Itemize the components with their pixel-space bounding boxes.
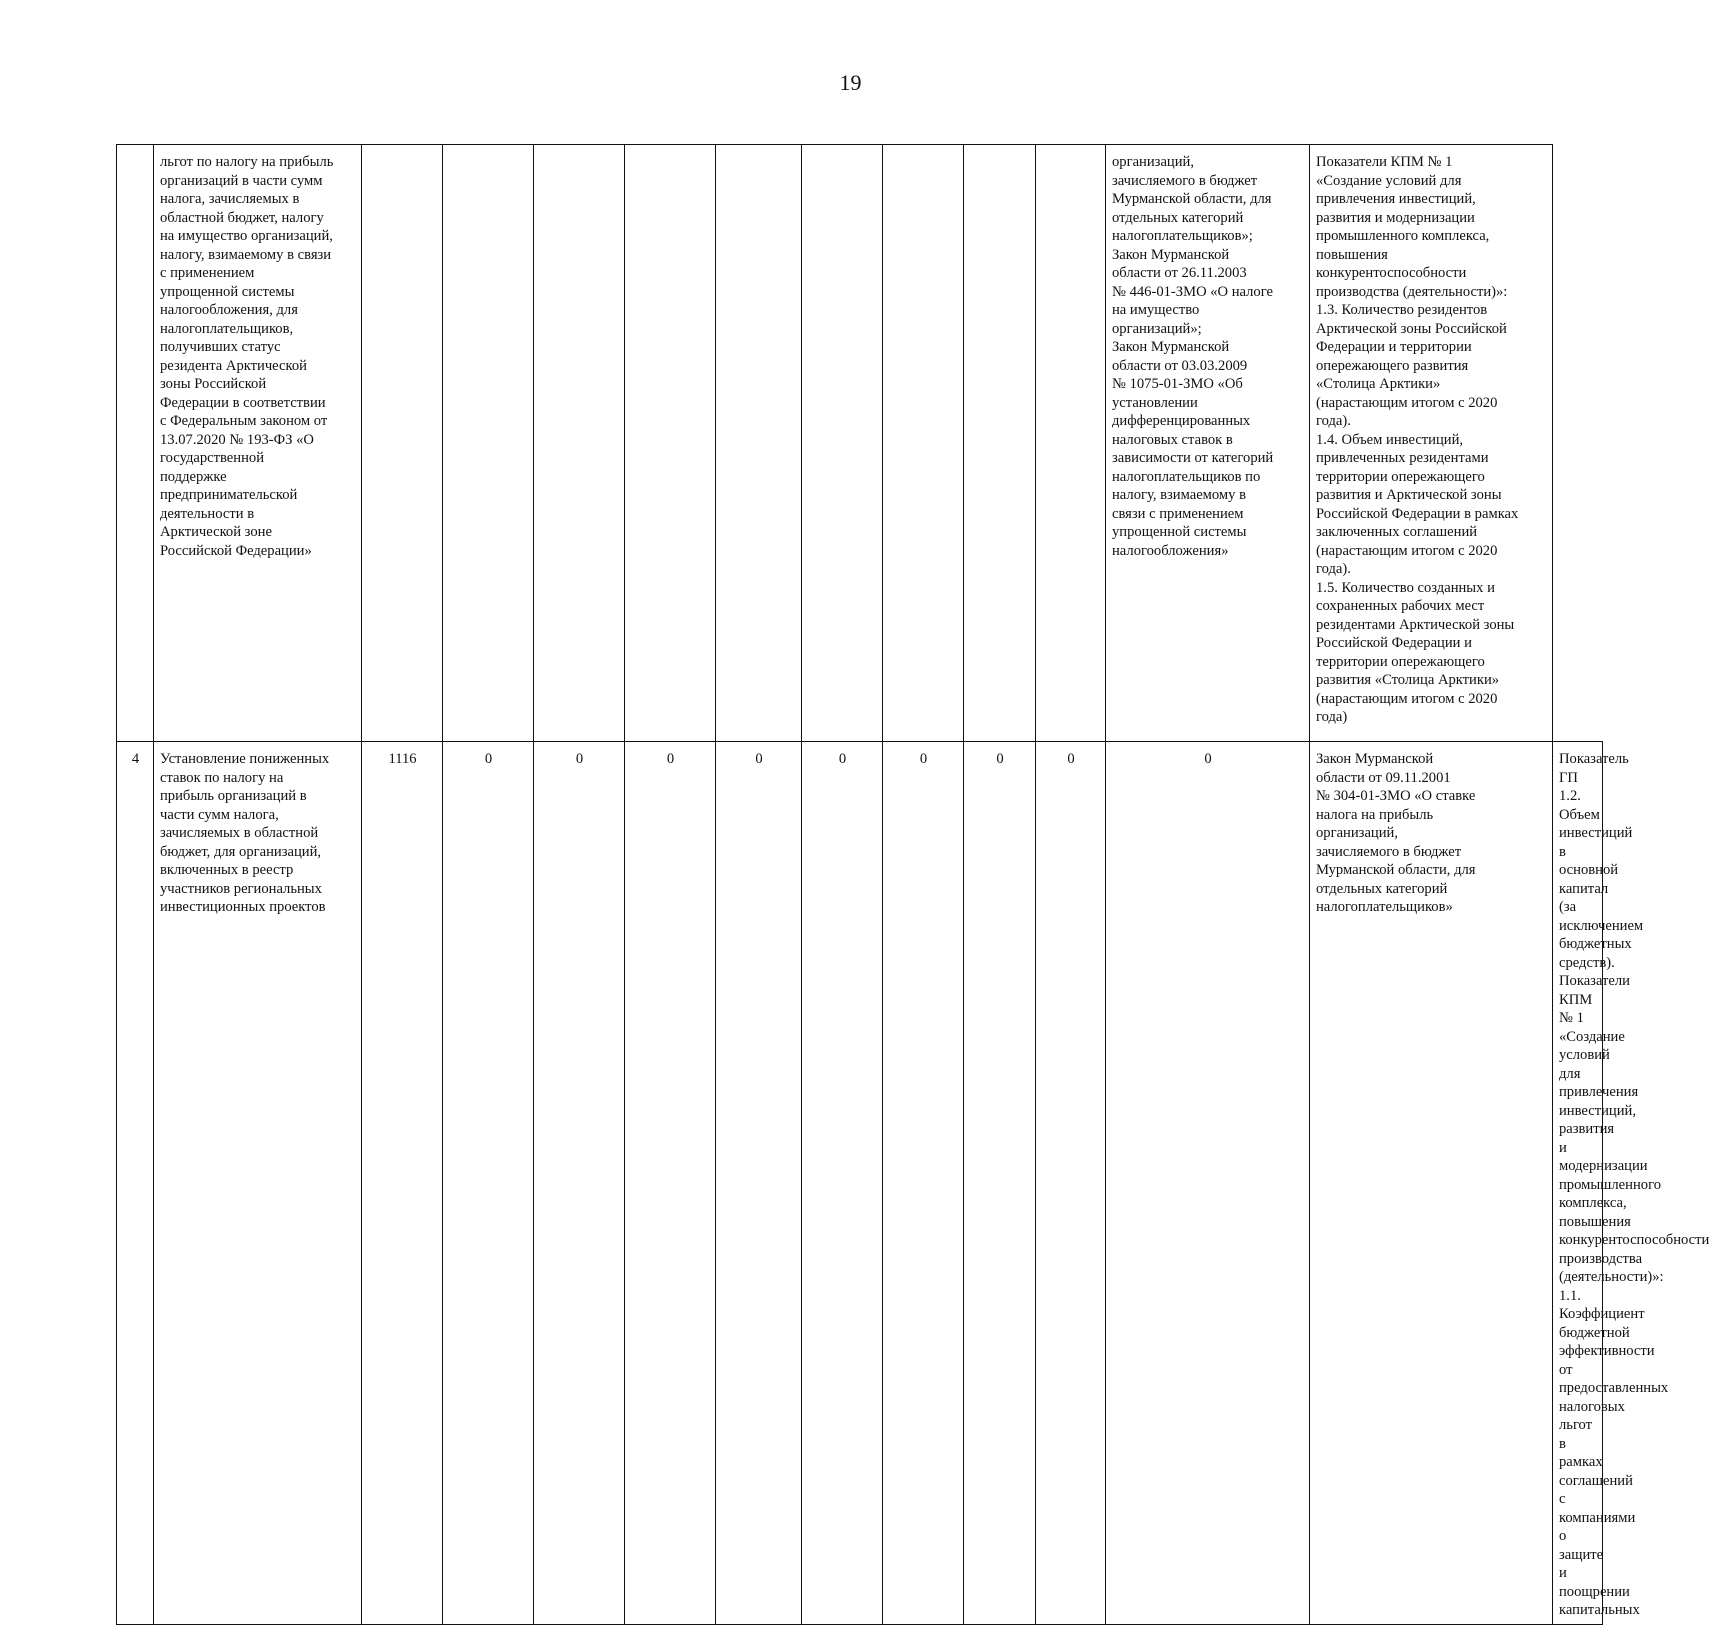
benefit-code-cell	[362, 145, 443, 742]
value-cell	[1036, 145, 1106, 742]
value-cell	[534, 145, 625, 742]
value-cell	[625, 145, 716, 742]
value-cell: 0	[443, 742, 534, 1625]
indicators-cell: Показатели КПМ № 1 «Создание условий для привлечения инвестиций, развития и модернизации промышленного комплекса, повышения конкурентоспособности производства (деятельности)»: 1.3. Количество резидентов Арктической зоны Российской Федерации и территории опережающего развития «Столица Арктики» (нарастающим итогом с 2020 года). 1.4. Объем инвестиций, привлеченных резидентами территории опережающего развития и Арктической зоны Российской Федерации в рамках заключенных соглашений (нарастающим итогом с 2020 года). 1.5. Количество созданных и сохраненных рабочих мест резидентами Арктической зоны Российской Федерации и территории опережающего развития «Столица Арктики» (нарастающим итогом с 2020 года)	[1310, 145, 1553, 742]
legal-basis-cell: Закон Мурманской области от 09.11.2001 № 304-01-ЗМО «О ставке налога на прибыль организаций, зачисляемого в бюджет Мурманской области, для отдельных категорий налогоплательщиков»	[1310, 742, 1553, 1625]
value-cell: 0	[883, 742, 964, 1625]
table-row	[117, 145, 1603, 742]
value-cell	[716, 145, 802, 742]
value-cell	[964, 145, 1036, 742]
value-cell	[802, 145, 883, 742]
benefit-description-cell: льгот по налогу на прибыль организаций в части сумм налога, зачисляемых в областной бюджет, налогу на имущество организаций, налогу, взимаемому в связи с применением упрощенной системы налогообложения, для налогоплательщиков, получивших статус резидента Арктической зоны Российской Федерации в соответствии с Федеральным законом от 13.07.2020 № 193-ФЗ «О государственной поддержке предпринимательской деятельности в Арктической зоне Российской Федерации»	[154, 145, 362, 742]
row-index-cell	[117, 145, 154, 742]
row-index-cell: 4	[117, 742, 154, 1625]
benefit-code-cell: 1116	[362, 742, 443, 1625]
value-cell: 0	[802, 742, 883, 1625]
table-row	[117, 742, 1603, 1625]
legal-basis-cell: организаций, зачисляемого в бюджет Мурманской области, для отдельных категорий налогоплательщиков»; Закон Мурманской области от 26.11.2003 № 446-01-ЗМО «О налоге на имущество организаций»; Закон Мурманской области от 03.03.2009 № 1075-01-ЗМО «Об установлении дифференцированных налоговых ставок в зависимости от категорий налогоплательщиков по налогу, взимаемому в связи с применением упрощенной системы налогообложения»	[1106, 145, 1310, 742]
benefit-description-cell: Установление пониженных ставок по налогу на прибыль организаций в части сумм налога, зачисляемых в областной бюджет, для организаций, включенных в реестр участников региональных инвестиционных проектов	[154, 742, 362, 1625]
tax-benefits-table	[116, 144, 1709, 1625]
value-cell	[883, 145, 964, 742]
value-cell: 0	[964, 742, 1036, 1625]
value-cell: 0	[534, 742, 625, 1625]
value-cell: 0	[1036, 742, 1106, 1625]
indicators-cell: Показатель ГП 1.2. Объем инвестиций в основной капитал (за исключением бюджетных средств). Показатели КПМ № 1 «Создание условий для привлечения инвестиций, развития и модернизации промышленного комплекса, повышения конкурентоспособности производства (деятельности)»: 1.1. Коэффициент бюджетной эффективности от предоставленных налоговых льгот в рамках соглашений с компаниями о защите и поощрении капитальных	[1553, 742, 1603, 1625]
value-cell: 0	[716, 742, 802, 1625]
page-number: 19	[839, 70, 862, 95]
value-cell: 0	[1106, 742, 1310, 1625]
value-cell: 0	[625, 742, 716, 1625]
value-cell	[443, 145, 534, 742]
